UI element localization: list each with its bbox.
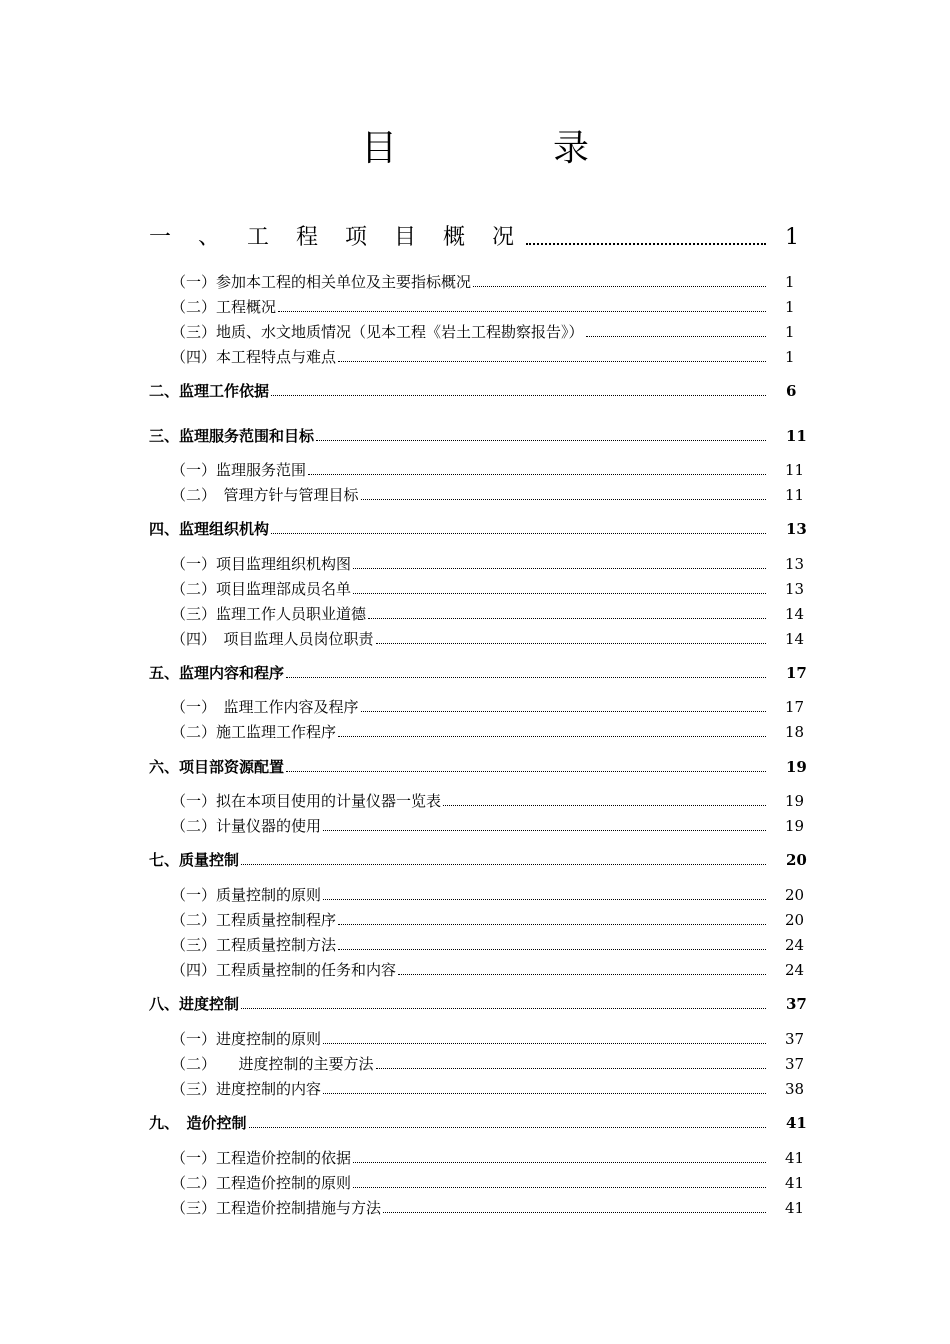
toc-entry[interactable] xyxy=(149,1109,807,1133)
dot-leader xyxy=(286,771,766,772)
toc-entry-label: （二）工程造价控制的原则 xyxy=(171,1174,352,1192)
toc-entry-label: （三）监理工作人员职业道德 xyxy=(171,605,367,623)
toc-entry-page: 20 xyxy=(786,851,807,869)
toc-entry-label: （一）工程造价控制的依据 xyxy=(171,1149,352,1167)
toc-entry-label: 七、质量控制 xyxy=(149,851,240,869)
toc-entry[interactable] xyxy=(149,377,797,401)
dot-leader xyxy=(376,643,766,644)
toc-entry-page: 11 xyxy=(785,486,805,504)
dot-leader xyxy=(271,395,766,396)
toc-entry[interactable] xyxy=(171,343,795,367)
toc-entry-page: 1 xyxy=(785,273,795,291)
dot-leader xyxy=(241,1008,766,1009)
toc-entry-page: 41 xyxy=(786,1114,807,1132)
toc-entry-page: 41 xyxy=(785,1149,805,1167)
toc-entry-page: 20 xyxy=(785,911,805,929)
toc-entry-label: 三、监理服务范围和目标 xyxy=(149,427,315,445)
toc-entry-page: 14 xyxy=(785,605,805,623)
toc-entry[interactable] xyxy=(171,550,805,574)
toc-entry[interactable] xyxy=(171,293,795,317)
toc-entry-page: 37 xyxy=(786,995,807,1013)
toc-entry[interactable] xyxy=(171,1169,805,1193)
dot-leader xyxy=(323,830,766,831)
toc-entry-label: （三）工程质量控制方法 xyxy=(171,936,337,954)
toc-entry[interactable] xyxy=(171,1050,805,1074)
dot-leader xyxy=(316,440,766,441)
dot-leader xyxy=(338,361,766,362)
toc-entry[interactable] xyxy=(171,1075,805,1099)
dot-leader xyxy=(308,474,766,475)
dot-leader xyxy=(443,805,766,806)
toc-entry[interactable] xyxy=(171,1194,805,1218)
toc-entry-label: （一） 监理工作内容及程序 xyxy=(171,698,359,716)
dot-leader xyxy=(323,1093,766,1094)
toc-entry[interactable] xyxy=(171,906,805,930)
toc-entry-page: 6 xyxy=(786,382,797,400)
toc-entry-label: （四）本工程特点与难点 xyxy=(171,348,337,366)
dot-leader xyxy=(278,311,766,312)
toc-entry[interactable] xyxy=(149,422,807,446)
toc-entry-page: 19 xyxy=(785,792,805,810)
toc-entry[interactable] xyxy=(171,931,805,955)
toc-entry[interactable] xyxy=(171,956,805,980)
toc-entry-label: （四） 项目监理人员岗位职责 xyxy=(171,630,374,648)
toc-entry[interactable] xyxy=(149,990,807,1014)
dot-leader xyxy=(338,736,766,737)
dot-leader xyxy=(586,336,766,337)
toc-entry-page: 41 xyxy=(785,1199,805,1217)
toc-entry-page: 17 xyxy=(786,664,807,682)
toc-entry[interactable] xyxy=(171,481,805,505)
toc-entry-page: 13 xyxy=(785,580,805,598)
toc-entry[interactable] xyxy=(171,600,805,624)
dot-leader xyxy=(353,1162,766,1163)
toc-entry-page: 13 xyxy=(785,555,805,573)
toc-entry[interactable] xyxy=(149,515,807,539)
toc-entry-label: 四、监理组织机构 xyxy=(149,520,270,538)
toc-entry[interactable] xyxy=(171,881,805,905)
toc-entry-page: 1 xyxy=(785,225,799,250)
toc-entry-label: （二） 进度控制的主要方法 xyxy=(171,1055,374,1073)
dot-leader xyxy=(241,864,766,865)
toc-entry[interactable] xyxy=(149,659,807,683)
toc-entry-page: 11 xyxy=(785,461,805,479)
dot-leader xyxy=(353,1187,766,1188)
toc-entry-page: 41 xyxy=(785,1174,805,1192)
toc-entry-page: 37 xyxy=(785,1030,805,1048)
toc-entry-page: 14 xyxy=(785,630,805,648)
toc-entry-label: （一）参加本工程的相关单位及主要指标概况 xyxy=(171,273,472,291)
dot-leader xyxy=(473,286,766,287)
toc-entry-label: 八、进度控制 xyxy=(149,995,240,1013)
toc-entry-page: 38 xyxy=(785,1080,805,1098)
toc-entry-page: 1 xyxy=(785,298,795,316)
toc-entry-page: 24 xyxy=(785,936,805,954)
toc-entry-label: （二） 管理方针与管理目标 xyxy=(171,486,359,504)
toc-entry-label: （三）地质、水文地质情况（见本工程《岩土工程勘察报告》） xyxy=(171,323,584,341)
toc-entry-page: 37 xyxy=(785,1055,805,1073)
toc-entry[interactable] xyxy=(171,812,805,836)
toc-entry[interactable] xyxy=(171,456,805,480)
toc-entry[interactable] xyxy=(171,718,805,742)
toc-entry-page: 24 xyxy=(785,961,805,979)
toc-entry-page: 18 xyxy=(785,723,805,741)
toc-entry-label: （二）计量仪器的使用 xyxy=(171,817,322,835)
toc-entry-page: 19 xyxy=(785,817,805,835)
toc-entry-label: （一）拟在本项目使用的计量仪器一览表 xyxy=(171,792,442,810)
dot-leader xyxy=(249,1127,766,1128)
toc-entry-label: 九、 造价控制 xyxy=(149,1114,247,1132)
toc-entry-label: （一）质量控制的原则 xyxy=(171,886,322,904)
dot-leader xyxy=(361,499,766,500)
toc-entry-page: 11 xyxy=(786,427,807,445)
toc-entry[interactable] xyxy=(171,787,805,811)
toc-entry-label: （二）工程质量控制程序 xyxy=(171,911,337,929)
toc-entry-label: （二）工程概况 xyxy=(171,298,277,316)
toc-entry[interactable] xyxy=(171,318,795,342)
page-title: 目 录 xyxy=(360,128,649,169)
toc-entry-label: 五、监理内容和程序 xyxy=(149,664,285,682)
toc-entry-label: （三）进度控制的内容 xyxy=(171,1080,322,1098)
toc-entry[interactable] xyxy=(171,693,805,717)
dot-leader xyxy=(353,593,766,594)
toc-entry-page: 1 xyxy=(785,348,795,366)
toc-entry-label: （二）项目监理部成员名单 xyxy=(171,580,352,598)
dot-leader xyxy=(368,618,766,619)
toc-entry-label: （一）监理服务范围 xyxy=(171,461,307,479)
toc-entry[interactable] xyxy=(149,218,799,252)
dot-leader xyxy=(338,924,766,925)
toc-entry[interactable] xyxy=(171,625,805,649)
toc-entry-label: 二、监理工作依据 xyxy=(149,382,270,400)
toc-entry-label: （三）工程造价控制措施与方法 xyxy=(171,1199,382,1217)
toc-entry-page: 13 xyxy=(786,520,807,538)
toc-entry[interactable] xyxy=(171,268,795,292)
dot-leader xyxy=(353,568,766,569)
dot-leader xyxy=(271,533,766,534)
toc-entry-label: （一）项目监理组织机构图 xyxy=(171,555,352,573)
toc-entry-page: 17 xyxy=(785,698,805,716)
toc-entry[interactable] xyxy=(171,1025,805,1049)
toc-entry-page: 1 xyxy=(785,323,795,341)
toc-entry[interactable] xyxy=(171,575,805,599)
toc-entry-label: （四）工程质量控制的任务和内容 xyxy=(171,961,397,979)
dot-leader xyxy=(526,243,766,245)
toc-entry-label: （二）施工监理工作程序 xyxy=(171,723,337,741)
toc-entry-label: （一）进度控制的原则 xyxy=(171,1030,322,1048)
toc-entry-page: 20 xyxy=(785,886,805,904)
toc-entry-page: 19 xyxy=(786,758,807,776)
toc-entry[interactable] xyxy=(171,1144,805,1168)
dot-leader xyxy=(286,677,766,678)
dot-leader xyxy=(383,1212,766,1213)
toc-entry-label: 一 、 工 程 项 目 概 况 xyxy=(149,225,524,250)
dot-leader xyxy=(361,711,766,712)
dot-leader xyxy=(323,1043,766,1044)
dot-leader xyxy=(338,949,766,950)
dot-leader xyxy=(398,974,766,975)
toc-entry[interactable] xyxy=(149,753,807,777)
dot-leader xyxy=(323,899,766,900)
toc-entry[interactable] xyxy=(149,846,807,870)
toc-entry-label: 六、项目部资源配置 xyxy=(149,758,285,776)
dot-leader xyxy=(376,1068,766,1069)
